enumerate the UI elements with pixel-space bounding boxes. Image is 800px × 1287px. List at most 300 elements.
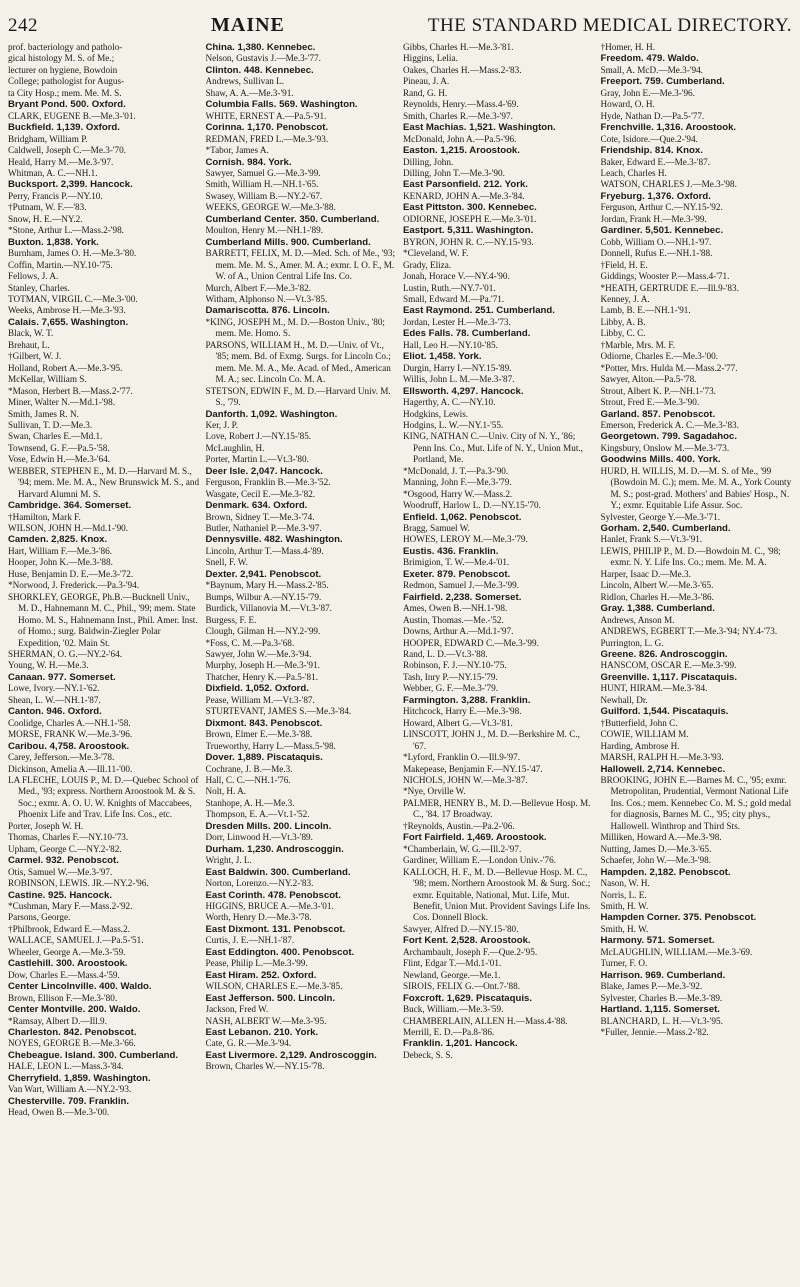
physician-entry: prof. bacteriology and patholo- bbox=[8, 42, 123, 52]
physician-entry: Schaefer, John W.—Me.3-'98. bbox=[600, 855, 711, 866]
physician-entry: Newland, George.—Me.1. bbox=[403, 969, 501, 980]
physician-entry: Cochrane, J. B.—Me.3. bbox=[205, 763, 293, 774]
physician-entry: Giddings, Wooster P.—Mass.4-'71. bbox=[600, 271, 730, 282]
town-heading: Cumberland Center. 350. Cumberland. bbox=[205, 213, 380, 225]
physician-entry: *Nye, Orville W. bbox=[403, 786, 466, 797]
physician-entry: Burdick, Villanovia M.—Vt.3-'87. bbox=[205, 603, 332, 614]
physician-entry: Howard, Albert G.—Vt.3-'81. bbox=[403, 717, 513, 728]
town-heading: Corinna. 1,170. Penobscot. bbox=[205, 122, 329, 134]
physician-entry: Sylvester, Charles B.—Me.3-'89. bbox=[600, 992, 723, 1003]
physician-entry: Pease, William M.—Vt.3-'87. bbox=[205, 694, 315, 705]
physician-entry: *KING, JOSEPH M., M. D.—Boston Univ., '80; mem. Me. Homo. S. bbox=[205, 316, 385, 339]
town-heading: Buxton. 1,838. York. bbox=[8, 236, 99, 248]
physician-entry: gical histology M. S. of Me.; bbox=[8, 53, 115, 64]
town-heading: Columbia Falls. 569. Washington. bbox=[205, 99, 358, 111]
physician-entry: Woodruff, Harlow L. D.—NY.15-'70. bbox=[403, 500, 541, 511]
physician-entry: Ker, J. P. bbox=[205, 419, 239, 430]
physician-entry: *Cleveland, W. F. bbox=[403, 248, 469, 259]
column-3 bbox=[403, 42, 595, 1277]
physician-entry: ta City Hosp.; mem. Me. M. S. bbox=[8, 87, 122, 98]
physician-entry: WEBBER, STEPHEN E., M. D.—Harvard M. S., '94; mem. Me. M. A., New Brunswick M. S., and Harvard Alumni M. S. bbox=[8, 465, 200, 499]
physician-entry: Nason, W. H. bbox=[600, 878, 650, 889]
town-heading: Georgetown. 799. Sagadahoc. bbox=[600, 431, 737, 443]
physician-entry: Strout, Albert K. P.—NH.1-'73. bbox=[600, 385, 716, 396]
physician-entry: Jackson, Fred W. bbox=[205, 1004, 269, 1015]
physician-entry: Blake, James P.—Me.3-'92. bbox=[600, 981, 703, 992]
physician-entry: Dorr, Linwood H.—Vt.3-'89. bbox=[205, 832, 313, 843]
town-heading: Harmony. 571. Somerset. bbox=[600, 935, 715, 947]
town-heading: Hallowell. 2,714. Kennebec. bbox=[600, 763, 726, 775]
physician-entry: REDMAN, FRED L.—Me.3-'93. bbox=[205, 133, 329, 144]
physician-entry: NASH, ALBERT W.—Me.3-'95. bbox=[205, 1015, 327, 1026]
town-heading: Hartland. 1,115. Somerset. bbox=[600, 1004, 720, 1016]
physician-entry: Tash, Inry P.—NY.15-'79. bbox=[403, 671, 498, 682]
physician-entry: Small, A. McD.—Me.3-'94. bbox=[600, 64, 703, 75]
town-heading: Dover. 1,889. Piscataquis. bbox=[205, 752, 323, 764]
physician-entry: BROOKING, JOHN E.—Barnes M. C., '95; exmr. Metropolitan, Prudential, Vermont National Life Ins. Cos.; mem. Kennebec Co. M. S.; gold medal for diagnosis, Barnes M. C., '95; city phys., Hallowell. Winthrop and Third Sts. bbox=[600, 775, 792, 831]
physician-entry: Otis, Samuel W.—Me.3-'97. bbox=[8, 866, 113, 877]
physician-entry: Swan, Charles E.—Md.1. bbox=[8, 431, 103, 442]
physician-entry: Black, W. T. bbox=[8, 328, 54, 339]
town-heading: Charleston. 842. Penobscot. bbox=[8, 1026, 137, 1038]
physician-entry: HOOPER, EDWARD C.—Me.3-'99. bbox=[403, 637, 539, 648]
town-heading: Garland. 857. Penobscot. bbox=[600, 408, 716, 420]
physician-entry: †Butterfield, John C. bbox=[600, 717, 678, 728]
physician-entry: Lustin, Ruth.—NY.7-'01. bbox=[403, 282, 496, 293]
town-heading: China. 1,380. Kennebec. bbox=[205, 42, 316, 53]
physician-entry: NOYES, GEORGE B.—Me.3-'66. bbox=[8, 1038, 136, 1049]
physician-entry: Sullivan, T. D.—Me.3. bbox=[8, 419, 93, 430]
physician-entry: Upham, George C.—NY.2-'82. bbox=[8, 843, 122, 854]
physician-entry: Holland, Robert A.—Me.3-'95. bbox=[8, 362, 123, 373]
physician-entry: BYRON, JOHN R. C.—NY.15-'93. bbox=[403, 236, 534, 247]
town-heading: Danforth. 1,092. Washington. bbox=[205, 408, 338, 420]
physician-entry: Huse, Benjamin D. E.—Me.3-'72. bbox=[8, 568, 134, 579]
town-heading: Foxcroft. 1,629. Piscataquis. bbox=[403, 992, 533, 1004]
physician-entry: *Tabor, James A. bbox=[205, 145, 269, 156]
physician-entry: Van Wart, William A.—NY.2-'93. bbox=[8, 1084, 132, 1095]
town-heading: Caribou. 4,758. Aroostook. bbox=[8, 740, 130, 752]
physician-entry: †Putnam, W. F.—'83. bbox=[8, 202, 87, 213]
town-heading: Dixfield. 1,052. Oxford. bbox=[205, 683, 309, 695]
physician-entry: HALE, LEON L.—Mass.3-'84. bbox=[8, 1061, 124, 1072]
physician-entry: Kenney, J. A. bbox=[600, 293, 650, 304]
column-2 bbox=[206, 42, 398, 1277]
physician-entry: Hanlet, Frank S.—Vt.3-'91. bbox=[600, 534, 703, 545]
town-heading: Harrison. 969. Cumberland. bbox=[600, 969, 726, 981]
physician-entry: ROBINSON, LEWIS. JR.—NY.2-'96. bbox=[8, 878, 149, 889]
physician-entry: Thomas, Charles F.—NY.10-'73. bbox=[8, 832, 129, 843]
town-heading: East Dixmont. 131. Penobscot. bbox=[205, 923, 346, 935]
town-heading: Eliot. 1,458. York. bbox=[403, 351, 482, 363]
physician-entry: NICHOLS, JOHN W.—Me.3-'87. bbox=[403, 775, 528, 785]
town-heading: East Baldwin. 300. Cumberland. bbox=[205, 866, 351, 878]
physician-entry: Lowe, Ivory.—NY.1-'62. bbox=[8, 683, 100, 694]
physician-entry: Libby, A. B. bbox=[600, 316, 646, 327]
physician-entry: Hart, William F.—Me.3-'86. bbox=[8, 545, 112, 556]
town-heading: Hampden Corner. 375. Penobscot. bbox=[600, 912, 757, 924]
physician-entry: Thatcher, Henry K.—Pa.5-'81. bbox=[205, 671, 319, 682]
physician-entry: Cate, G. R.—Me.3-'94. bbox=[205, 1038, 292, 1049]
town-heading: Bryant Pond. 500. Oxford. bbox=[8, 99, 126, 111]
physician-entry: McLaughlin, H. bbox=[205, 442, 265, 453]
physician-entry: Shean, L. W.—NH.1-'87. bbox=[8, 694, 101, 705]
town-heading: Fairfield. 2,238. Somerset. bbox=[403, 591, 522, 603]
physician-entry: Leach, Charles H. bbox=[600, 167, 667, 178]
physician-entry: Ferguson, Franklin B.—Me.3-'52. bbox=[205, 477, 331, 488]
town-heading: East Eddington. 400. Penobscot. bbox=[205, 946, 355, 958]
physician-entry: Dilling, John. bbox=[403, 156, 454, 167]
directory-title: THE STANDARD MEDICAL DIRECTORY. bbox=[427, 15, 792, 36]
state-heading: MAINE bbox=[211, 14, 285, 36]
physician-entry: Smith, William H.—NH.1-'65. bbox=[205, 179, 319, 190]
physician-entry: Stanley, Charles. bbox=[8, 282, 70, 293]
town-heading: Canaan. 977. Somerset. bbox=[8, 671, 116, 683]
physician-entry: Harper, Isaac D.—Me.3. bbox=[600, 568, 691, 579]
physician-entry: Turner, F. O. bbox=[600, 958, 648, 969]
physician-entry: Emerson, Frederick A. C.—Me.3-'83. bbox=[600, 419, 739, 430]
physician-entry: Dilling, John T.—Me.3-'90. bbox=[403, 167, 505, 178]
physician-entry: Archambault, Joseph F.—Que.2-'95. bbox=[403, 946, 538, 957]
physician-entry: Wright, J. L. bbox=[205, 855, 252, 866]
town-heading: Frenchville. 1,316. Aroostook. bbox=[600, 122, 737, 134]
physician-entry: Hodgkins, Lewis. bbox=[403, 408, 469, 419]
physician-entry: Nolt, H. A. bbox=[205, 786, 247, 797]
physician-entry: Heald, Harry M.—Me.3-'97. bbox=[8, 156, 114, 167]
physician-entry: Nelson, Gustavis J.—Me.3-'77. bbox=[205, 53, 321, 64]
physician-entry: *Chamberlain, W. G.—Ill.2-'97. bbox=[403, 843, 522, 854]
physician-entry: Ridlon, Charles H.—Me.3-'86. bbox=[600, 591, 714, 602]
physician-entry: SIROIS, FELIX G.—Ont.7-'88. bbox=[403, 981, 521, 992]
physician-entry: Stanhope, A. H.—Me.3. bbox=[205, 797, 295, 808]
physician-entry: HOWES, LEROY M.—Me.3-'79. bbox=[403, 534, 528, 545]
town-heading: Eastport. 5,311. Washington. bbox=[403, 225, 534, 237]
physician-entry: Small, Edward M.—Pa.'71. bbox=[403, 293, 505, 304]
physician-entry: *Cushman, Mary F.—Mass.2-'92. bbox=[8, 900, 133, 911]
physician-entry: Andrews, Anson M. bbox=[600, 614, 675, 625]
physician-entry: Durgin, Harry I.—NY.15-'89. bbox=[403, 362, 512, 373]
physician-entry: Pease, Philip L.—Me.3-'99. bbox=[205, 958, 308, 969]
physician-entry: Shaw, A. A.—Me.3-'91. bbox=[205, 87, 294, 98]
physician-entry: Brehaut, L. bbox=[8, 339, 50, 350]
physician-entry: *Mason, Herbert B.—Mass.2-'77. bbox=[8, 385, 133, 396]
physician-entry: Brown, Elmer E.—Me.3-'88. bbox=[205, 729, 313, 740]
physician-entry: Pineau, J. A. bbox=[403, 76, 450, 87]
physician-entry: WHITE, ERNEST A.—Pa.5-'91. bbox=[205, 110, 327, 121]
physician-entry: PARSONS, WILLIAM H., M. D.—Univ. of Vt., '85; mem. Bd. of Exmg. Surgs. for Lincoln Co.; mem. Me. M. A., Me. Acad. of Med., American M. A.; sec. Lincoln Co. M. A. bbox=[205, 339, 391, 385]
town-heading: Cherryfield. 1,859. Washington. bbox=[8, 1072, 151, 1084]
town-heading: Ellsworth. 4,297. Hancock. bbox=[403, 385, 524, 397]
physician-entry: Gibbs, Charles H.—Me.3-'81. bbox=[403, 42, 514, 52]
physician-entry: Andrews, Sullivan L. bbox=[205, 76, 285, 87]
town-heading: Durham. 1,230. Androscoggin. bbox=[205, 843, 344, 855]
physician-entry: Lincoln, Albert W.—Me.3-'65. bbox=[600, 580, 714, 591]
physician-entry: Libby, C. C. bbox=[600, 328, 646, 339]
physician-entry: TOTMAN, VIRGIL C.—Me.3-'00. bbox=[8, 293, 138, 304]
town-heading: Cornish. 984. York. bbox=[205, 156, 292, 168]
physician-entry: Porter, Joseph W. H. bbox=[8, 820, 84, 831]
physician-entry: Bridgham, William P. bbox=[8, 133, 88, 144]
physician-entry: BARRETT, FELIX, M. D.—Med. Sch. of Me., '93; mem. Me. M. S., Amer. M. A.; exmr. I. O. F., M. W. of A., Union Central Life Ins. Co. bbox=[205, 248, 396, 282]
physician-entry: LINSCOTT, JOHN J., M. D.—Berkshire M. C., '67. bbox=[403, 729, 580, 751]
column-4 bbox=[601, 42, 793, 1277]
physician-entry: Brown, Ellison F.—Me.3-'80. bbox=[8, 992, 118, 1003]
physician-entry: †Philbrook, Edward E.—Mass.2. bbox=[8, 923, 130, 934]
town-heading: East Corinth. 478. Penobscot. bbox=[205, 889, 341, 901]
physician-entry: Smith, James R. N. bbox=[8, 408, 79, 419]
physician-entry: McKellar, William S. bbox=[8, 374, 87, 385]
physician-entry: Sawyer, Alfred D.—NY.15-'80. bbox=[403, 923, 519, 934]
physician-entry: CHAMBERLAIN, ALLEN H.—Mass.4-'88. bbox=[403, 1015, 568, 1026]
physician-entry: Wasgate, Cecil E.—Me.3-'82. bbox=[205, 488, 316, 499]
town-heading: Edes Falls. 78. Cumberland. bbox=[403, 328, 531, 340]
physician-entry: Lincoln, Arthur T.—Mass.4-'89. bbox=[205, 545, 324, 556]
physician-entry: Norris, L. E. bbox=[600, 889, 647, 900]
physician-entry: Clough, Gilman H.—NY.2-'99. bbox=[205, 626, 321, 637]
physician-entry: MORSE, FRANK W.—Me.3-'96. bbox=[8, 729, 133, 740]
physician-entry: Sylvester, George Y.—Me.3-'71. bbox=[600, 511, 721, 522]
physician-entry: †Gilbert, W. J. bbox=[8, 351, 62, 362]
town-heading: Camden. 2,825. Knox. bbox=[8, 534, 108, 546]
physician-entry: STURTEVANT, JAMES S.—Me.3-'84. bbox=[205, 706, 352, 717]
physician-entry: †Reynolds, Austin.—Pa.2-'06. bbox=[403, 820, 515, 831]
town-heading: Gorham. 2,540. Cumberland. bbox=[600, 523, 731, 535]
physician-entry: Brimigion, T. W.—Me.4-'01. bbox=[403, 557, 510, 568]
physician-entry: HURD, H. WILLIS, M. D.—M. S. of Me., '99 (Bowdoin M. C.); mem. Me. M. A., York County M. S.; post-grad. Mothers' and Babies' Hosp., N. Y.; exmr. Equitable Life Assur. Soc. bbox=[600, 465, 792, 511]
physician-entry: Worth, Henry D.—Me.3-'78. bbox=[205, 912, 312, 923]
town-heading: Castlehill. 300. Aroostook. bbox=[8, 958, 128, 970]
town-heading: Gardiner. 5,501. Kennebec. bbox=[600, 225, 724, 237]
physician-entry: SHERMAN, O. G.—NY.2-'64. bbox=[8, 649, 123, 660]
physician-entry: Gray, John E.—Me.3-'96. bbox=[600, 87, 695, 98]
physician-entry: Perry, Francis P.—NY.10. bbox=[8, 190, 103, 201]
town-heading: Freeport. 759. Cumberland. bbox=[600, 76, 725, 88]
physician-entry: Strout, Fred E.—Me.3-'90. bbox=[600, 397, 700, 408]
physician-entry: Weeks, Ambrose H.—Me.3-'93. bbox=[8, 305, 126, 316]
town-heading: Dexter. 2,941. Penobscot. bbox=[205, 568, 322, 580]
physician-entry: Makepease, Benjamin F.—NY.15-'47. bbox=[403, 763, 543, 774]
town-heading: Calais. 7,655. Washington. bbox=[8, 316, 129, 328]
town-heading: Eustis. 436. Franklin. bbox=[403, 545, 499, 557]
physician-entry: Austin, Thomas.—Me.-'52. bbox=[403, 614, 504, 625]
physician-entry: CLARK, EUGENE B.—Me.3-'01. bbox=[8, 110, 136, 121]
physician-entry: Kingsbury, Onslow M.—Me.3-'73. bbox=[600, 442, 730, 453]
physician-entry: Burgess, F. E. bbox=[205, 614, 257, 625]
physician-entry: †Homer, H. H. bbox=[600, 42, 655, 52]
physician-entry: MARSH, RALPH H.—Me.3-'93. bbox=[600, 752, 724, 763]
town-heading: Denmark. 634. Oxford. bbox=[205, 500, 308, 512]
physician-entry: Manning, John F.—Me.3-'79. bbox=[403, 477, 512, 488]
town-heading: Chesterville. 709. Franklin. bbox=[8, 1095, 130, 1107]
physician-entry: Trueworthy, Harry L.—Mass.5-'98. bbox=[205, 740, 336, 751]
physician-entry: Love, Robert J.—NY.15-'85. bbox=[205, 431, 312, 442]
physician-entry: KALLOCH, H. F., M. D.—Bellevue Hosp. M. C., '98; mem. Northern Aroostook M. & Surg. Soc.; exmr. Equitable, National, Mut. Life, Mut. Benefit, Union Mut. Provident Savings Life Ins. Cos. Donnell Block. bbox=[403, 866, 591, 923]
physician-entry: PALMER, HENRY B., M. D.—Bellevue Hosp. M. C., '84. 17 Broadway. bbox=[403, 797, 591, 820]
physician-entry: Sawyer, Alton.—Pa.5-'78. bbox=[600, 374, 697, 385]
town-heading: Cambridge. 364. Somerset. bbox=[8, 500, 132, 512]
physician-entry: Hitchcock, Harry E.—Me.3-'98. bbox=[403, 706, 522, 717]
physician-entry: WILSON, JOHN H.—Md.1-'90. bbox=[8, 523, 129, 534]
physician-entry: Odiorne, Charles E.—Me.3-'00. bbox=[600, 351, 718, 362]
physician-entry: *Fuller, Jennie.—Mass.2-'82. bbox=[600, 1026, 709, 1037]
physician-entry: Bumps, Wilbur A.—NY.15-'79. bbox=[205, 591, 322, 602]
physician-entry: Milliken, Howard A.—Me.3-'98. bbox=[600, 832, 722, 843]
town-heading: Dresden Mills. 200. Lincoln. bbox=[205, 820, 332, 832]
town-heading: Dennysville. 482. Washington. bbox=[205, 534, 343, 546]
physician-entry: *HEATH, GERTRUDE E.—Ill.9-'83. bbox=[600, 282, 739, 293]
physician-entry: Fellows, J. A. bbox=[8, 271, 59, 282]
town-heading: Fort Kent. 2,528. Aroostook. bbox=[403, 935, 531, 947]
physician-entry: *Osgood, Harry W.—Mass.2. bbox=[403, 488, 513, 499]
town-heading: Damariscotta. 876. Lincoln. bbox=[205, 305, 330, 317]
town-heading: Freedom. 479. Waldo. bbox=[600, 53, 699, 65]
town-heading: Franklin. 1,201. Hancock. bbox=[403, 1038, 518, 1050]
physician-entry: †Hamilton, Mark F. bbox=[8, 511, 81, 522]
physician-entry: Nutting, James D.—Me.3-'65. bbox=[600, 843, 712, 854]
physician-entry: Swasey, William B.—NY.2-'67. bbox=[205, 190, 323, 201]
physician-entry: COWIE, WILLIAM M. bbox=[600, 729, 689, 740]
physician-entry: Hagerthy, A. C.—NY.10. bbox=[403, 397, 496, 408]
physician-entry: Jonah, Horace V.—NY.4-'90. bbox=[403, 271, 510, 282]
physician-entry: Brown, Charles W.—NY.15-'78. bbox=[205, 1061, 325, 1072]
physician-entry: *Lyford, Franklin O.—Ill.9-'97. bbox=[403, 752, 520, 763]
physician-entry: Donnell, Rufus E.—NH.1-'88. bbox=[600, 248, 713, 259]
physician-entry: Thompson, E. A.—Vt.1-'52. bbox=[205, 809, 310, 820]
physician-entry: WEEKS, GEORGE W.—Me.3-'88. bbox=[205, 202, 336, 213]
physician-entry: Brown, Sidney T.—Me.3-'74. bbox=[205, 511, 315, 522]
physician-entry: Oakes, Charles H.—Mass.2-'83. bbox=[403, 64, 522, 75]
physician-entry: Lamb, B. E.—NH.1-'91. bbox=[600, 305, 691, 316]
physician-entry: Cote, Isidore.—Que.2-'94. bbox=[600, 133, 698, 144]
town-heading: East Parsonfield. 212. York. bbox=[403, 179, 528, 191]
physician-entry: Coffin, Martin.—NY.10-'75. bbox=[8, 259, 113, 270]
physician-entry: College; pathologist for Augus- bbox=[8, 76, 125, 87]
physician-entry: McDonald, John A.—Pa.5-'96. bbox=[403, 133, 517, 144]
physician-entry: Murch, Albert F.—Me.3-'82. bbox=[205, 282, 312, 293]
town-heading: East Livermore. 2,129. Androscoggin. bbox=[205, 1049, 377, 1061]
physician-entry: Coolidge, Charles A.—NH.1-'58. bbox=[8, 717, 131, 728]
physician-entry: Smith, H. W. bbox=[600, 900, 649, 911]
town-heading: Fryeburg. 1,376. Oxford. bbox=[600, 190, 711, 202]
town-heading: Easton. 1,215. Aroostook. bbox=[403, 145, 520, 157]
town-heading: East Machias. 1,521. Washington. bbox=[403, 122, 556, 134]
physician-entry: ODIORNE, JOSEPH E.—Me.3-'01. bbox=[403, 213, 537, 224]
physician-entry: Flint, Edgar T.—Md.1-'01. bbox=[403, 958, 502, 969]
town-heading: East Jefferson. 500. Lincoln. bbox=[205, 992, 336, 1004]
columns bbox=[8, 42, 792, 1277]
physician-entry: WALLACE, SAMUEL J.—Pa.5-'51. bbox=[8, 935, 144, 946]
town-heading: Canton. 946. Oxford. bbox=[8, 706, 102, 718]
town-heading: Greenville. 1,117. Piscataquis. bbox=[600, 671, 738, 683]
town-heading: Deer Isle. 2,047. Hancock. bbox=[205, 465, 323, 477]
physician-entry: Grady, Eliza. bbox=[403, 259, 452, 270]
physician-entry: Debeck, S. S. bbox=[403, 1049, 453, 1060]
physician-entry: KENARD, JOHN A.—Me.3-'84. bbox=[403, 190, 525, 201]
column-1 bbox=[8, 42, 200, 1277]
town-heading: Center Lincolnville. 400. Waldo. bbox=[8, 981, 152, 993]
physician-entry: *Potter, Mrs. Hulda M.—Mass.2-'77. bbox=[600, 362, 738, 373]
physician-entry: Moulton, Henry M.—NH.1-'89. bbox=[205, 225, 324, 236]
physician-entry: Whitman, A. C.—NH.1. bbox=[8, 167, 98, 178]
town-heading: Castine. 925. Hancock. bbox=[8, 889, 112, 901]
town-heading: Bucksport. 2,399. Hancock. bbox=[8, 179, 133, 191]
town-heading: Greene. 826. Androscoggin. bbox=[600, 649, 728, 661]
physician-entry: Caldwell, Joseph C.—Me.3-'70. bbox=[8, 145, 127, 156]
physician-entry: Willis, John L. M.—Me.3-'87. bbox=[403, 374, 515, 385]
town-heading: Gray. 1,388. Cumberland. bbox=[600, 603, 715, 615]
physician-entry: HANSCOM, OSCAR E.—Me.3-'99. bbox=[600, 660, 737, 671]
physician-entry: *Baynum, Mary H.—Mass.2-'85. bbox=[205, 580, 329, 591]
physician-entry: Murphy, Joseph H.—Me.3-'91. bbox=[205, 660, 320, 671]
town-heading: Cumberland Mills. 900. Cumberland. bbox=[205, 236, 371, 248]
town-heading: Dixmont. 843. Penobscot. bbox=[205, 717, 323, 729]
town-heading: East Pittston. 300. Kennebec. bbox=[403, 202, 537, 214]
physician-entry: Smith, Charles R.—Me.3-'97. bbox=[403, 110, 513, 121]
physician-entry: †Marble, Mrs. M. F. bbox=[600, 339, 676, 350]
physician-entry: Harding, Ambrose H. bbox=[600, 740, 680, 751]
town-heading: Fort Fairfield. 1,469. Aroostook. bbox=[403, 832, 547, 844]
town-heading: Friendship. 814. Knox. bbox=[600, 145, 703, 157]
town-heading: Buckfield. 1,139. Oxford. bbox=[8, 122, 120, 134]
physician-entry: Newhall, Dr. bbox=[600, 694, 648, 705]
physician-entry: Higgins, Lelia. bbox=[403, 53, 458, 64]
physician-entry: Webber, G. F.—Me.3-'79. bbox=[403, 683, 498, 694]
physician-entry: KING, NATHAN C.—Univ. City of N. Y., '86; Penn Ins. Co., Mut. Life of N. Y., Union Mut., Portland, Me. bbox=[403, 431, 583, 465]
physician-entry: Robinson, F. J.—NY.10-'75. bbox=[403, 660, 507, 671]
town-heading: Chebeague. Island. 300. Cumberland. bbox=[8, 1049, 179, 1061]
physician-entry: Porter, Martin L.—Vt.3-'80. bbox=[205, 454, 309, 465]
physician-entry: Parsons, George. bbox=[8, 912, 71, 923]
town-heading: Clinton. 448. Kennebec. bbox=[205, 64, 314, 76]
physician-entry: Young, W. H.—Me.3. bbox=[8, 660, 89, 671]
town-heading: Exeter. 879. Penobscot. bbox=[403, 568, 511, 580]
physician-entry: Ames, Owen B.—NH.1-'98. bbox=[403, 603, 508, 614]
physician-entry: WATSON, CHARLES J.—Me.3-'98. bbox=[600, 179, 737, 190]
physician-entry: Snell, F. W. bbox=[205, 557, 248, 568]
physician-entry: Hyde, Nathan D.—Pa.5-'77. bbox=[600, 110, 705, 121]
physician-entry: *McDonald, J. T.—Pa.3-'90. bbox=[403, 465, 509, 476]
page-number: 242 bbox=[8, 15, 38, 36]
physician-entry: *Foss, C. M.—Pa.3-'68. bbox=[205, 637, 295, 648]
physician-entry: Miner, Walter N.—Md.1-'98. bbox=[8, 397, 116, 408]
physician-entry: Butler, Nathaniel P.—Me.3-'97. bbox=[205, 523, 322, 534]
physician-entry: Burnham, James O. H.—Me.3-'80. bbox=[8, 248, 137, 259]
physician-entry: Sawyer, John W.—Me.3-'94. bbox=[205, 649, 312, 660]
physician-entry: Buck, William.—Me.3-'59. bbox=[403, 1004, 504, 1015]
physician-entry: LA FLECHE, LOUIS P., M. D.—Quebec School of Med., '93; express. Northern Aroostook M. & S. Soc.; exmr. A. O. U. W. Knights of Maccabees, Phoenix Life and Trav. Life Ins. Cos., etc. bbox=[8, 775, 199, 820]
physician-entry: Norton, Lorenzo.—NY.2-'83. bbox=[205, 878, 314, 889]
town-heading: Enfield. 1,062. Penobscot. bbox=[403, 511, 522, 523]
physician-entry: *Norwood, J. Frederick.—Pa.3-'94. bbox=[8, 580, 140, 591]
physician-entry: Ferguson, Arthur C.—NY.15-'92. bbox=[600, 202, 723, 213]
physician-entry: Hall, C. C.—NH.1-'76. bbox=[205, 775, 291, 785]
physician-entry: Wheeler, George A.—Me.3-'59. bbox=[8, 946, 126, 957]
physician-entry: Jordan, Frank H.—Me.3-'99. bbox=[600, 213, 707, 224]
physician-entry: *Stone, Arthur L.—Mass.2-'98. bbox=[8, 225, 124, 236]
physician-entry: Baker, Edward E.—Me.3-'87. bbox=[600, 156, 710, 167]
physician-entry: Snow, H. E.—NY.2. bbox=[8, 213, 83, 224]
physician-entry: Head, Owen B.—Me.3-'00. bbox=[8, 1107, 110, 1118]
physician-entry: Reynolds, Henry.—Mass.4-'69. bbox=[403, 99, 519, 110]
town-heading: East Lebanon. 210. York. bbox=[205, 1026, 319, 1038]
physician-entry: BLANCHARD, L. H.—Vt.3-'95. bbox=[600, 1015, 723, 1026]
physician-entry: Bragg, Samuel W. bbox=[403, 523, 470, 534]
town-heading: Farmington. 3,288. Franklin. bbox=[403, 694, 531, 706]
physician-entry: STETSON, EDWIN F., M. D.—Harvard Univ. M. S., '79. bbox=[205, 385, 391, 408]
physician-entry: Dickinson, Amelia A.—Ill.11-'00. bbox=[8, 763, 133, 774]
physician-entry: Howard, O. H. bbox=[600, 99, 655, 110]
physician-entry: Merrill, E. D.—Pa.8-'86. bbox=[403, 1026, 495, 1037]
